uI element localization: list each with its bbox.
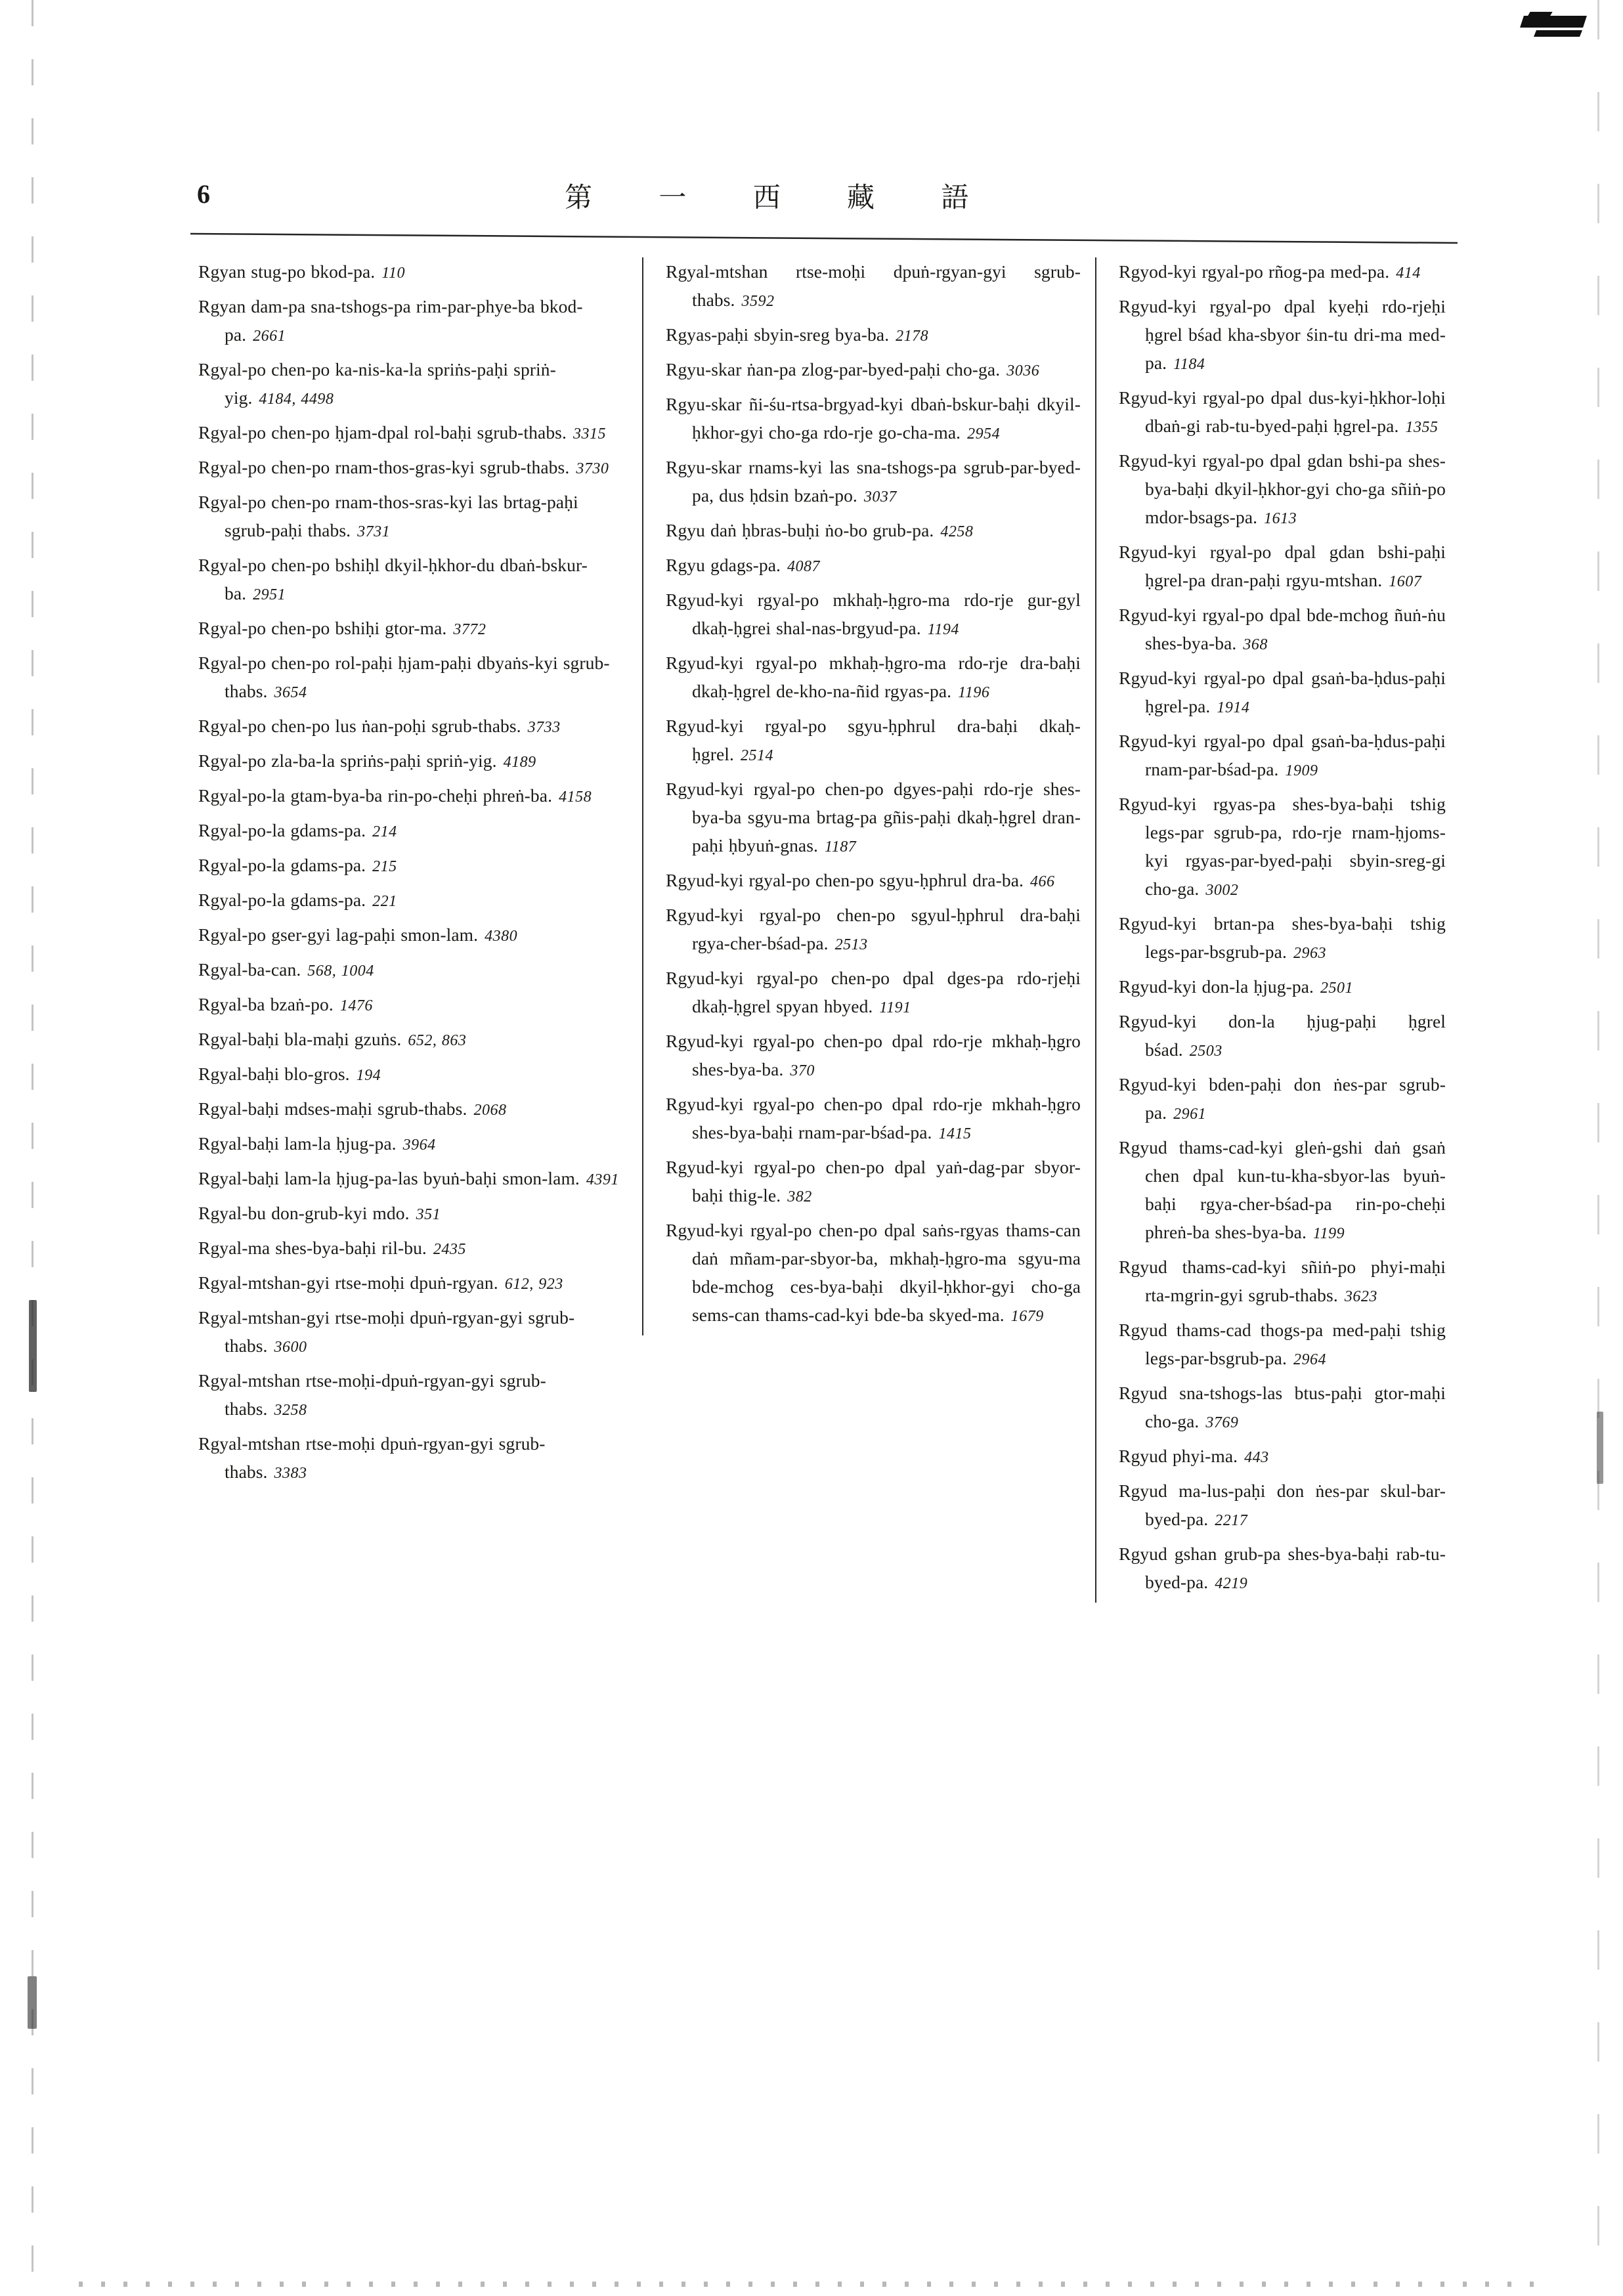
- index-entry: [1119, 383, 1446, 442]
- entry-text: Rgyal-po zla-ba-la spriṅs-paḥi spriṅ-yig.: [198, 750, 497, 771]
- index-entry: [1119, 1442, 1446, 1472]
- index-entry: [198, 1268, 628, 1299]
- index-entry: [666, 964, 1081, 1022]
- entry-number: 2514: [740, 747, 773, 764]
- index-entry: [1119, 1007, 1446, 1066]
- entry-text: Rgyal-mtshan-gyi rtse-moḥi dpuṅ-rgyan.: [198, 1272, 498, 1293]
- entry-number: 110: [381, 265, 405, 282]
- scan-artifact-blot: [29, 1300, 37, 1392]
- entry-text: Rgyud-kyi rgyas-pa shes-bya-baḥi tshig legs-par sgrub-pa, rdo-rje rnam-ḥjoms-kyi rgyas-par-byed-paḥi sbyin-sreg-gi cho-ga.: [1119, 794, 1446, 899]
- entry-text: Rgyud thams-cad-kyi gleṅ-gshi daṅ gsaṅ chen dpal kun-tu-kha-sbyor-las byuṅ-baḥi rgya-cher-bśad-pa rin-po-cheḥi phreṅ-ba shes-bya-ba.: [1119, 1137, 1446, 1242]
- entry-number: 370: [790, 1062, 815, 1079]
- entry-number: 2503: [1189, 1043, 1223, 1060]
- entry-text: Rgyud-kyi don-la ḥjug-pa.: [1119, 976, 1314, 997]
- entry-number: 2217: [1215, 1512, 1248, 1529]
- entry-text: Rgyal-po-la gdams-pa.: [198, 855, 366, 875]
- index-entry: [666, 586, 1081, 644]
- index-entry: [1119, 1316, 1446, 1374]
- entry-text: Rgyud phyi-ma.: [1119, 1446, 1238, 1466]
- entry-number: 3600: [274, 1339, 307, 1356]
- index-entry: [198, 453, 628, 483]
- index-entry: [198, 418, 628, 448]
- entry-number: 1679: [1010, 1308, 1044, 1325]
- entry-number: 2435: [433, 1241, 466, 1258]
- entry-text: Rgyal-po-la gtam-bya-ba rin-po-cheḥi phreṅ-ba.: [198, 785, 553, 806]
- index-entry: [198, 355, 628, 414]
- scan-artifact-blot: [28, 1976, 37, 2029]
- entry-number: 3258: [274, 1402, 307, 1419]
- entry-text: Rgyal-po gser-gyi lag-paḥi smon-lam.: [198, 924, 479, 945]
- entry-number: 1184: [1173, 356, 1205, 373]
- entry-number: 4184, 4498: [259, 391, 334, 408]
- index-entry: [198, 781, 628, 812]
- entry-number: 1194: [927, 621, 959, 638]
- index-entry: [666, 453, 1081, 511]
- index-entry: [198, 292, 628, 351]
- index-column-2: [642, 257, 1095, 1335]
- entry-number: 4087: [787, 558, 821, 575]
- index-entry: [198, 488, 628, 546]
- index-entry: [198, 990, 628, 1020]
- entry-number: 2178: [896, 328, 929, 345]
- entry-number: 351: [416, 1206, 441, 1223]
- index-entry: [666, 901, 1081, 959]
- entry-number: 1191: [879, 999, 911, 1016]
- entry-text: Rgyod-kyi rgyal-po rñog-pa med-pa.: [1119, 261, 1390, 282]
- index-entry: [666, 390, 1081, 448]
- entry-number: 214: [372, 823, 397, 840]
- entry-number: 2963: [1293, 945, 1326, 962]
- entry-number: 3733: [527, 719, 561, 736]
- index-entry: [198, 614, 628, 644]
- entry-text: Rgyal-po chen-po rol-paḥi ḥjam-paḥi dbyaṅs-kyi sgrub-thabs.: [198, 653, 610, 701]
- entry-number: 3383: [274, 1465, 307, 1482]
- scan-artifact-right-edge: [1597, 0, 1599, 2296]
- entry-text: Rgyal-ma shes-bya-baḥi ril-bu.: [198, 1238, 427, 1258]
- index-entry: [198, 257, 628, 288]
- entry-text: Rgyud-kyi rgyal-po mkhaḥ-ḥgro-ma rdo-rje gur-gyl dkaḥ-ḥgrei shal-nas-brgyud-pa.: [666, 590, 1081, 638]
- index-entry: [198, 1129, 628, 1159]
- index-entry: [198, 851, 628, 881]
- entry-number: 466: [1029, 873, 1055, 890]
- index-entry: [198, 712, 628, 742]
- index-column-3: [1095, 257, 1460, 1603]
- index-entry: [1119, 1477, 1446, 1535]
- entry-text: Rgyud-kyi rgyal-po mkhaḥ-ḥgro-ma rdo-rje dra-baḥi dkaḥ-ḥgrel de-kho-na-ñid rgyas-pa.: [666, 653, 1081, 701]
- entry-text: Rgyal-baḥi lam-la ḥjug-pa.: [198, 1133, 397, 1154]
- entry-number: 194: [356, 1067, 381, 1084]
- index-entry: [198, 1025, 628, 1055]
- entry-text: Rgyal-mtshan rtse-moḥi dpuṅ-rgyan-gyi sgrub-thabs.: [198, 1433, 546, 1482]
- index-entry: [1119, 664, 1446, 722]
- entry-text: Rgyud-kyi brtan-pa shes-bya-baḥi tshig legs-par-bsgrub-pa.: [1119, 913, 1446, 962]
- entry-number: 3772: [453, 621, 487, 638]
- entry-text: Rgyu-skar rnams-kyi las sna-tshogs-pa sgrub-par-byed-pa, dus ḥdsin bzaṅ-po.: [666, 457, 1081, 506]
- index-entry: [198, 1094, 628, 1125]
- entry-text: Rgyud-kyi rgyal-po dpal gdan bshi-paḥi ḥgrel-pa dran-paḥi rgyu-mtshan.: [1119, 542, 1446, 590]
- entry-text: Rgyal-po chen-po lus ṅan-poḥi sgrub-thabs.: [198, 716, 521, 736]
- entry-text: Rgyal-po chen-po bshiḥl dkyil-ḥkhor-du dbaṅ-bskur-ba.: [198, 555, 588, 603]
- entry-number: 3592: [741, 293, 775, 310]
- index-column-1: [194, 257, 642, 1492]
- entry-number: 1415: [938, 1125, 972, 1142]
- entry-number: 1613: [1264, 510, 1297, 527]
- index-entry: [198, 1429, 628, 1488]
- index-entry: [198, 955, 628, 986]
- index-entry: [198, 886, 628, 916]
- entry-number: 2961: [1173, 1106, 1207, 1123]
- entry-text: Rgyal-mtshan rtse-moḥi-dpuṅ-rgyan-gyi sgrub-thabs.: [198, 1370, 546, 1419]
- scan-artifact-left-edge: [32, 0, 33, 2296]
- entry-number: 368: [1243, 636, 1268, 653]
- entry-text: Rgyal-po chen-po ḥjam-dpal rol-baḥi sgrub-thabs.: [198, 422, 567, 443]
- entry-number: 4158: [559, 789, 592, 806]
- entry-number: 443: [1244, 1449, 1269, 1466]
- entry-text: Rgyud-kyi rgyal-po dpal gsaṅ-ba-ḥdus-paḥi ḥgrel-pa.: [1119, 668, 1446, 716]
- entry-number: 3037: [863, 488, 897, 506]
- entry-text: Rgyud-kyi rgyal-po dpal gsaṅ-ba-ḥdus-paḥi rnam-par-bśad-pa.: [1119, 731, 1446, 779]
- entry-text: Rgyud gshan grub-pa shes-bya-baḥi rab-tu-byed-pa.: [1119, 1544, 1446, 1592]
- entry-number: 4219: [1215, 1575, 1248, 1592]
- index-entry: [198, 649, 628, 707]
- entry-text: Rgyud-kyi rgyal-po chen-po dpal rdo-rje mkhah-ḥgro shes-bya-baḥi rnam-par-bśad-pa.: [666, 1094, 1081, 1142]
- entry-text: Rgyal-po-la gdams-pa.: [198, 890, 366, 910]
- entry-text: Rgyud-kyi rgyal-po chen-po dpal dges-pa rdo-rjeḥi dkaḥ-ḥgrel spyan hbyed.: [666, 968, 1081, 1016]
- entry-number: 3769: [1205, 1414, 1239, 1431]
- entry-text: Rgyal-ba bzaṅ-po.: [198, 994, 334, 1014]
- entry-text: Rgyu daṅ ḥbras-buḥi ṅo-bo grub-pa.: [666, 520, 934, 540]
- entry-text: Rgyal-ba-can.: [198, 959, 301, 980]
- entry-number: 2068: [473, 1102, 507, 1119]
- entry-text: Rgyud-kyi rgyal-po chen-po dpal saṅs-rgyas thams-can daṅ mñam-par-sbyor-ba, mkhaḥ-ḥgro-ma sgyu-ma bde-mchog ces-bya-baḥi dkyil-ḥkhor-gyi cho-ga sems-can thams-cad-kyi bde-ba skyed-ma.: [666, 1220, 1081, 1325]
- entry-number: 1187: [825, 838, 857, 856]
- scan-artifact-blot: [1597, 1412, 1603, 1484]
- entry-number: 3964: [402, 1137, 436, 1154]
- index-entry: [1119, 1540, 1446, 1598]
- entry-text: Rgyal-baḥi blo-gros.: [198, 1064, 350, 1084]
- index-entry: [666, 1216, 1081, 1331]
- index-entry: [198, 1164, 628, 1194]
- entry-text: Rgyud-kyi rgyal-po chen-po sgyu-ḥphrul dra-ba.: [666, 870, 1024, 890]
- index-entry: [1119, 1070, 1446, 1129]
- entry-text: Rgyud-kyi rgyal-po chen-po dpal yaṅ-dag-par sbyor-baḥi thig-le.: [666, 1157, 1081, 1205]
- entry-number: 3036: [1006, 362, 1040, 379]
- page-corner-mark: [1506, 11, 1585, 47]
- index-entry: [666, 516, 1081, 546]
- index-entry: [198, 1199, 628, 1229]
- index-entry: [1119, 446, 1446, 533]
- entry-text: Rgyal-po chen-po ka-nis-ka-la spriṅs-paḥi spriṅ-yig.: [198, 359, 556, 408]
- entry-number: 1909: [1285, 762, 1318, 779]
- entry-number: 2964: [1293, 1351, 1326, 1368]
- entry-text: Rgyud-kyi rgyal-po sgyu-ḥphrul dra-baḥi dkaḥ-ḥgrel.: [666, 716, 1081, 764]
- entry-number: 1607: [1389, 573, 1422, 590]
- entry-text: Rgyud-kyi rgyal-po dpal dus-kyi-ḥkhor-loḥi dbaṅ-gi rab-tu-byed-paḥi ḥgrel-pa.: [1119, 387, 1446, 436]
- entry-number: 4258: [940, 523, 974, 540]
- index-entry: [198, 1366, 628, 1425]
- index-entry: [666, 355, 1081, 385]
- entry-text: Rgyan dam-pa sna-tshogs-pa rim-par-phye-ba bkod-pa.: [198, 296, 583, 345]
- index-entry: [1119, 1379, 1446, 1437]
- index-entry: [1119, 601, 1446, 659]
- entry-number: 1355: [1405, 419, 1439, 436]
- entry-number: 414: [1396, 265, 1421, 282]
- entry-text: Rgyal-po chen-po bshiḥi gtor-ma.: [198, 618, 447, 638]
- entry-number: 3315: [573, 425, 606, 443]
- entry-number: 3730: [576, 460, 609, 477]
- entry-number: 215: [372, 858, 397, 875]
- index-entry: [666, 866, 1081, 896]
- index-entry: [1119, 1253, 1446, 1311]
- entry-number: 2501: [1320, 980, 1354, 997]
- index-entry: [666, 1027, 1081, 1085]
- index-entry: [666, 320, 1081, 351]
- entry-text: Rgyud-kyi don-la ḥjug-paḥi ḥgrel bśad.: [1119, 1011, 1446, 1060]
- entry-text: Rgyud-kyi bden-paḥi don ṅes-par sgrub-pa.: [1119, 1074, 1446, 1123]
- entry-text: Rgyud thams-cad thogs-pa med-paḥi tshig legs-par-bsgrub-pa.: [1119, 1320, 1446, 1368]
- page-number: 6: [197, 179, 210, 209]
- entry-number: 3623: [1344, 1288, 1377, 1305]
- entry-number: 4391: [586, 1171, 619, 1188]
- entry-number: 3654: [274, 684, 307, 701]
- entry-text: Rgyud-kyi rgyal-po dpal gdan bshi-pa shes-bya-baḥi dkyil-ḥkhor-gyi cho-ga sñiṅ-po mdor-bsags-pa.: [1119, 450, 1446, 527]
- entry-text: Rgyal-mtshan rtse-moḥi dpuṅ-rgyan-gyi sgrub-thabs.: [666, 261, 1081, 310]
- index-entry: [198, 816, 628, 846]
- entry-text: Rgyud-kyi rgyal-po dpal bde-mchog ñuṅ-ṅu shes-bya-ba.: [1119, 605, 1446, 653]
- entry-text: Rgyud-kyi rgyal-po chen-po dpal rdo-rje mkhaḥ-ḥgro shes-bya-ba.: [666, 1031, 1081, 1079]
- entry-number: 3002: [1205, 882, 1239, 899]
- index-entry: [1119, 972, 1446, 1003]
- index-entry: [1119, 1133, 1446, 1248]
- entry-text: Rgyud-kyi rgyal-po dpal kyeḥi rdo-rjeḥi ḥgrel bśad kha-sbyor śin-tu dri-ma med-pa.: [1119, 296, 1446, 373]
- entry-text: Rgyud ma-lus-paḥi don ṅes-par skul-bar-byed-pa.: [1119, 1481, 1446, 1529]
- entry-text: Rgyud-kyi rgyal-po chen-po sgyul-ḥphrul dra-baḥi rgya-cher-bśad-pa.: [666, 905, 1081, 953]
- entry-text: Rgyal-baḥi bla-maḥi gzuṅs.: [198, 1029, 402, 1049]
- scan-artifact-bottom-dust: [79, 2282, 1544, 2287]
- entry-text: Rgyan stug-po bkod-pa.: [198, 261, 376, 282]
- entry-text: Rgyu gdags-pa.: [666, 555, 781, 575]
- index-entry: [1119, 790, 1446, 905]
- index-entry: [1119, 909, 1446, 968]
- index-entry: [198, 1060, 628, 1090]
- index-entry: [666, 257, 1081, 316]
- entry-number: 221: [372, 893, 397, 910]
- header-rule: [190, 231, 1458, 244]
- index-entry: [198, 1303, 628, 1362]
- entry-text: Rgyal-baḥi lam-la ḥjug-pa-las byuṅ-baḥi smon-lam.: [198, 1168, 580, 1188]
- entry-text: Rgyas-paḥi sbyin-sreg bya-ba.: [666, 324, 890, 345]
- running-title: 第 一 西 藏 語: [565, 181, 998, 213]
- entry-text: Rgyu-skar ṅan-pa zlog-par-byed-paḥi cho-ga.: [666, 359, 1001, 379]
- entry-number: 2954: [967, 425, 1001, 443]
- entry-text: Rgyal-po chen-po rnam-thos-gras-kyi sgrub-thabs.: [198, 457, 570, 477]
- entry-number: 1199: [1312, 1225, 1345, 1242]
- entry-text: Rgyu-skar ñi-śu-rtsa-brgyad-kyi dbaṅ-bskur-baḥi dkyil-ḥkhor-gyi cho-ga rdo-rje go-cha-ma.: [666, 394, 1081, 443]
- entry-number: 1196: [958, 684, 990, 701]
- entry-number: 612, 923: [504, 1276, 563, 1293]
- index-entry: [1119, 727, 1446, 785]
- index-entry: [1119, 257, 1446, 288]
- page-header: [197, 179, 1182, 225]
- entry-number: 2951: [253, 586, 286, 603]
- index-entry: [198, 1234, 628, 1264]
- index-entry: [666, 1153, 1081, 1211]
- entry-text: Rgyud thams-cad-kyi sñiṅ-po phyi-maḥi rta-mgrin-gyi sgrub-thabs.: [1119, 1257, 1446, 1305]
- entry-number: 3731: [357, 523, 391, 540]
- index-entry: [198, 747, 628, 777]
- entry-number: 2513: [834, 936, 868, 953]
- entry-number: 568, 1004: [307, 963, 374, 980]
- index-entry: [666, 551, 1081, 581]
- entry-number: 4189: [503, 754, 536, 771]
- entry-text: Rgyal-bu don-grub-kyi mdo.: [198, 1203, 410, 1223]
- entry-number: 382: [787, 1188, 812, 1205]
- index-entry: [1119, 292, 1446, 379]
- entry-text: Rgyal-baḥi mdses-maḥi sgrub-thabs.: [198, 1098, 467, 1119]
- index-entry: [198, 921, 628, 951]
- index-columns: [194, 257, 1460, 2056]
- index-entry: [666, 1090, 1081, 1148]
- entry-text: Rgyal-po-la gdams-pa.: [198, 820, 366, 840]
- entry-number: 4380: [485, 928, 518, 945]
- index-entry: [666, 649, 1081, 707]
- entry-number: 2661: [253, 328, 286, 345]
- index-entry: [1119, 538, 1446, 596]
- entry-number: 1476: [339, 997, 373, 1014]
- entry-text: Rgyud sna-tshogs-las btus-paḥi gtor-maḥi cho-ga.: [1119, 1383, 1446, 1431]
- entry-number: 652, 863: [408, 1032, 467, 1049]
- entry-text: Rgyal-mtshan-gyi rtse-moḥi dpuṅ-rgyan-gyi sgrub-thabs.: [198, 1307, 575, 1356]
- index-entry: [198, 551, 628, 609]
- entry-text: Rgyal-po chen-po rnam-thos-sras-kyi las brtag-paḥi sgrub-paḥi thabs.: [198, 492, 578, 540]
- index-entry: [666, 712, 1081, 770]
- index-entry: [666, 775, 1081, 861]
- entry-text: Rgyud-kyi rgyal-po chen-po dgyes-paḥi rdo-rje shes-bya-ba sgyu-ma brtag-pa gñis-paḥi dkaḥ-ḥgrel dran-paḥi ḥbyuṅ-gnas.: [666, 779, 1081, 856]
- entry-number: 1914: [1217, 699, 1250, 716]
